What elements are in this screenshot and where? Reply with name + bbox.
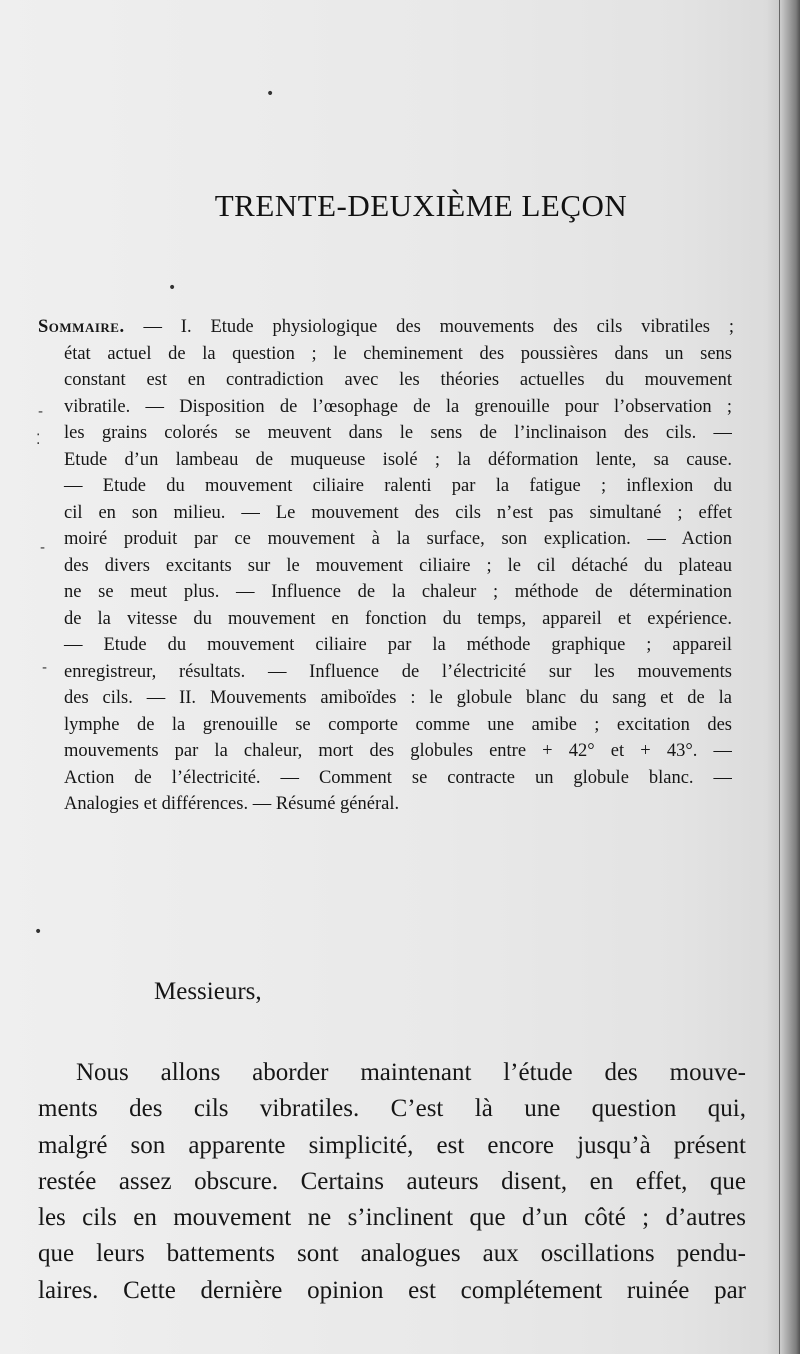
- summary-line-text: — I. Etude physiologique des mouvements des cils vibratiles ;: [124, 317, 734, 337]
- summary-line: moiré produit par ce mouvement à la surface, son explication. — Action: [64, 529, 732, 549]
- salutation: Messieurs,: [154, 978, 262, 1005]
- margin-dash: -: [42, 660, 48, 676]
- summary-line: les grains colorés se meuvent dans le sens de l’inclinaison des cils. —: [64, 423, 732, 443]
- lesson-summary: [38, 314, 734, 818]
- body-line: restée assez obscure. Certains auteurs disent, en effet, que: [38, 1167, 746, 1195]
- summary-line: constant est en contradiction avec les théories actuelles du mouvement: [64, 370, 732, 390]
- lesson-title: TRENTE-DEUXIÈME LEÇON: [214, 188, 628, 223]
- summary-line: Analogies et différences. — Résumé général.: [64, 794, 400, 814]
- summary-line: Action de l’électricité. — Comment se contracte un globule blanc. —: [64, 767, 732, 788]
- summary-line: mouvements par la chaleur, mort des globules entre + 42° et + 43°. —: [64, 741, 732, 761]
- ink-dot: •: [168, 280, 177, 296]
- summary-line: lymphe de la grenouille se comporte comme une amibe ; excitation des: [64, 714, 732, 735]
- page-content: [38, 0, 746, 1354]
- ink-dot: •: [266, 86, 275, 102]
- summary-line: enregistreur, résultats. — Influence de l’électricité sur les mouvements: [64, 661, 732, 682]
- body-line: les cils en mouvement ne s’inclinent que d’un côté ; d’autres: [38, 1204, 746, 1232]
- summary-line: cil en son milieu. — Le mouvement des cils n’est pas simultané ; effet: [64, 502, 732, 523]
- summary-line: Etude d’un lambeau de muqueuse isolé ; la déformation lente, sa cause.: [64, 449, 732, 470]
- margin-dots: ⁚: [36, 432, 41, 448]
- lesson-body: [38, 1055, 746, 1309]
- summary-line: vibratile. — Disposition de l’œsophage de la grenouille pour l’observation ;: [64, 396, 732, 417]
- body-line: ments des cils vibratiles. C’est là une question qui,: [38, 1095, 746, 1123]
- body-line: laires. Cette dernière opinion est complétement ruinée par: [38, 1276, 746, 1304]
- summary-line: ne se meut plus. — Influence de la chaleur ; méthode de détermination: [64, 582, 732, 602]
- summary-label: Sommaire.: [38, 317, 125, 337]
- summary-line: [38, 314, 734, 341]
- summary-line: — Etude du mouvement ciliaire ralenti par la fatigue ; inflexion du: [64, 476, 732, 496]
- body-line: malgré son apparente simplicité, est encore jusqu’à présent: [38, 1131, 746, 1159]
- summary-line: des cils. — II. Mouvements amiboïdes : le globule blanc du sang et de la: [64, 688, 732, 708]
- summary-line: des divers excitants sur le mouvement ciliaire ; le cil détaché du plateau: [64, 555, 732, 576]
- margin-dash: -: [40, 540, 46, 556]
- body-line: Nous allons aborder maintenant l’étude des mouve-: [76, 1059, 746, 1086]
- ink-dot: •: [34, 924, 43, 940]
- summary-line: état actuel de la question ; le cheminement des poussières dans un sens: [64, 343, 732, 364]
- body-line: que leurs battements sont analogues aux oscillations pendu-: [38, 1240, 746, 1268]
- summary-line: — Etude du mouvement ciliaire par la méthode graphique ; appareil: [64, 635, 732, 655]
- summary-line: de la vitesse du mouvement en fonction du temps, appareil et expérience.: [64, 608, 732, 629]
- margin-dash: -: [38, 404, 44, 420]
